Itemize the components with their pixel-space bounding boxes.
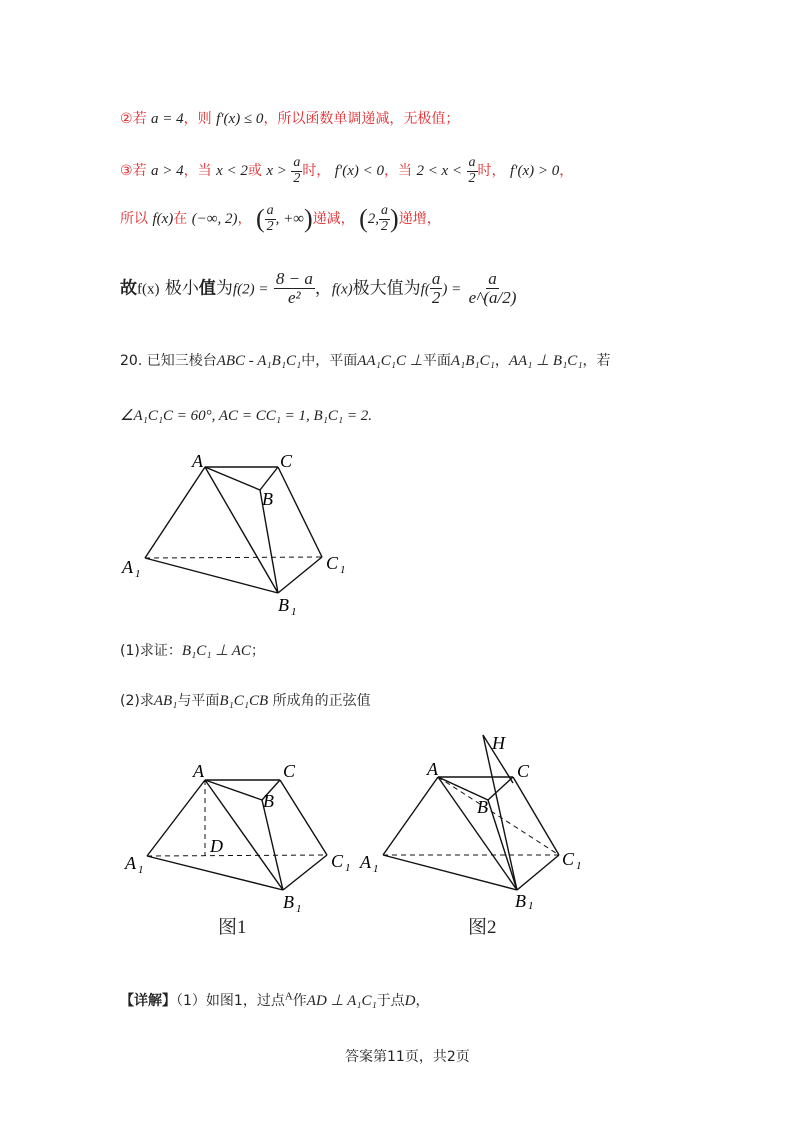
math: B₁C₁ ⊥ AC [181,643,251,659]
math: A₁B₁C₁ [450,353,495,369]
label-A: A [427,759,438,779]
text: 时， [302,163,331,180]
page-footer: 答案第11页，共2页 [345,1049,470,1065]
text: ， [494,353,509,369]
case-number: ② [120,111,133,127]
label-B1: B [278,595,289,615]
math: D [404,993,416,1009]
label-C1-sub: 1 [345,862,351,874]
math: B₁C₁CB [219,693,269,709]
label-C1: C [562,849,575,869]
math: f(x) [152,211,174,228]
text: ； [250,643,265,659]
denominator: 2 [293,170,301,186]
solution-monotonicity: 所以 f(x)在 (−∞, 2)， ( $\frac{a}{2}$ , +∞)递减， (2, $\frac{a}{2}$ )递增， [120,203,441,234]
text: 所以 [120,211,148,228]
text: 为 [215,278,233,299]
numerator: 8 − a [275,269,313,288]
fraction [467,156,478,186]
label-A1: A [122,557,133,577]
label-A1-sub: 1 [373,863,379,875]
figure-2 [355,725,595,910]
problem-number: 20. [120,353,143,369]
math: AA₁ ⊥ B₁C₁ [508,353,583,369]
denominator: 2 [266,218,274,234]
fraction [274,270,315,307]
math: AD ⊥ A₁C₁ [306,993,377,1009]
text: ， [559,163,574,180]
solution-case-3 [120,156,573,186]
label-A: A [192,451,203,471]
label-A1: A [125,853,136,873]
fraction [467,270,519,307]
math: f′(x) < 0 [334,163,384,180]
label-A: A [193,761,204,781]
math: 2 < x < [416,163,463,180]
label-B1: B [283,892,294,912]
problem-conditions: ∠A₁C₁C = 60°, AC = CC₁ = 1, B₁C₁ = 2. [120,408,373,424]
solution-detail [120,990,430,1010]
text: ，则 [183,111,212,127]
text: ， [237,211,252,228]
math: (−∞, 2) [191,211,238,228]
text: 若 [132,163,147,180]
denominator: e² [288,287,301,307]
question-label: (2)求 [120,693,154,709]
text: 与平面 [177,693,220,709]
text: 故 [120,278,137,299]
math: f( [420,281,430,298]
label-C: C [283,761,296,781]
question-1 [120,640,265,660]
math: ) = [442,281,462,298]
text: 若 [132,111,147,127]
math: f′(x) > 0 [510,163,560,180]
numerator: a [381,203,389,218]
problem-statement [120,350,611,370]
math: ABC - A₁B₁C₁ [216,353,302,369]
solution-case-2 [120,108,459,128]
case-number: ③ [120,163,133,180]
label-B1-sub: 1 [296,903,302,915]
numerator: a [293,155,301,170]
math: AB₁ [153,693,178,709]
text: ，若 [582,353,611,369]
label-D: D [210,836,223,856]
label-C1-sub: 1 [576,860,582,872]
question-label: (1)求证： [120,643,182,659]
math: f′(x) ≤ 0 [216,111,264,127]
text: 递减， [312,211,355,228]
detail-tag: 【详解】 [120,993,176,1009]
math: , +∞ [275,211,304,228]
math: A [284,990,293,1003]
label-A1-sub: 1 [135,568,141,580]
text: 极大值为 [352,278,421,299]
label-A1: A [360,852,371,872]
label-C: C [280,451,293,471]
label-B1-sub: 1 [291,606,297,618]
solution-conclusion [120,270,518,307]
text: ， [415,993,430,1009]
math: 2, [367,211,380,228]
label-B: B [263,791,274,811]
denominator: e^(a/2) [468,287,517,307]
math: a = 4 [151,111,184,127]
numerator: a [468,155,476,170]
label-B: B [477,797,488,817]
question-2 [120,690,371,710]
label-C1: C [331,851,344,871]
text: ，当 [383,163,412,180]
math: f(x) [331,281,353,298]
label-C1: C [326,553,339,573]
math: f(x) [137,281,160,298]
text: 或 [247,163,262,180]
figure-2-caption: 图2 [468,917,497,938]
text: 于点 [376,993,405,1009]
text: 值 [198,278,216,299]
label-H: H [492,733,505,753]
frustum-figure [110,445,370,620]
math: x < 2 [216,163,248,180]
math: f(2) = [232,281,269,298]
math: x > [266,163,287,180]
label-B: B [262,489,273,509]
fraction [430,270,443,307]
fraction [291,156,302,186]
label-B1: B [515,891,526,910]
label-C1-sub: 1 [340,564,346,576]
denominator: 2 [381,218,389,234]
text: 时， [477,163,506,180]
text: 极小 [159,278,199,299]
text: ， [314,278,332,299]
text: 已知三棱台 [146,353,217,369]
math: a > 4 [151,163,184,180]
text: 平面 [422,353,451,369]
text: 所成角的正弦值 [272,693,371,709]
text: 中，平面 [301,353,358,369]
denominator: 2 [468,170,476,186]
figure-1-caption: 图1 [218,917,247,938]
label-B1-sub: 1 [528,900,534,910]
denominator: 2 [431,287,441,307]
text: ，当 [183,163,212,180]
text: 递增， [398,211,441,228]
numerator: a [488,269,497,288]
numerator: a [266,203,274,218]
text: 在 [173,211,188,228]
label-C: C [517,761,530,781]
text: （1）如图1，过点 [176,993,285,1009]
fraction [379,204,390,234]
math: AA₁C₁C ⊥ [357,353,423,369]
text: ，所以函数单调递减，无极值； [263,111,460,127]
numerator: a [431,269,441,288]
label-A1-sub: 1 [138,864,144,876]
text: 作 [292,993,307,1009]
fraction [265,204,276,234]
